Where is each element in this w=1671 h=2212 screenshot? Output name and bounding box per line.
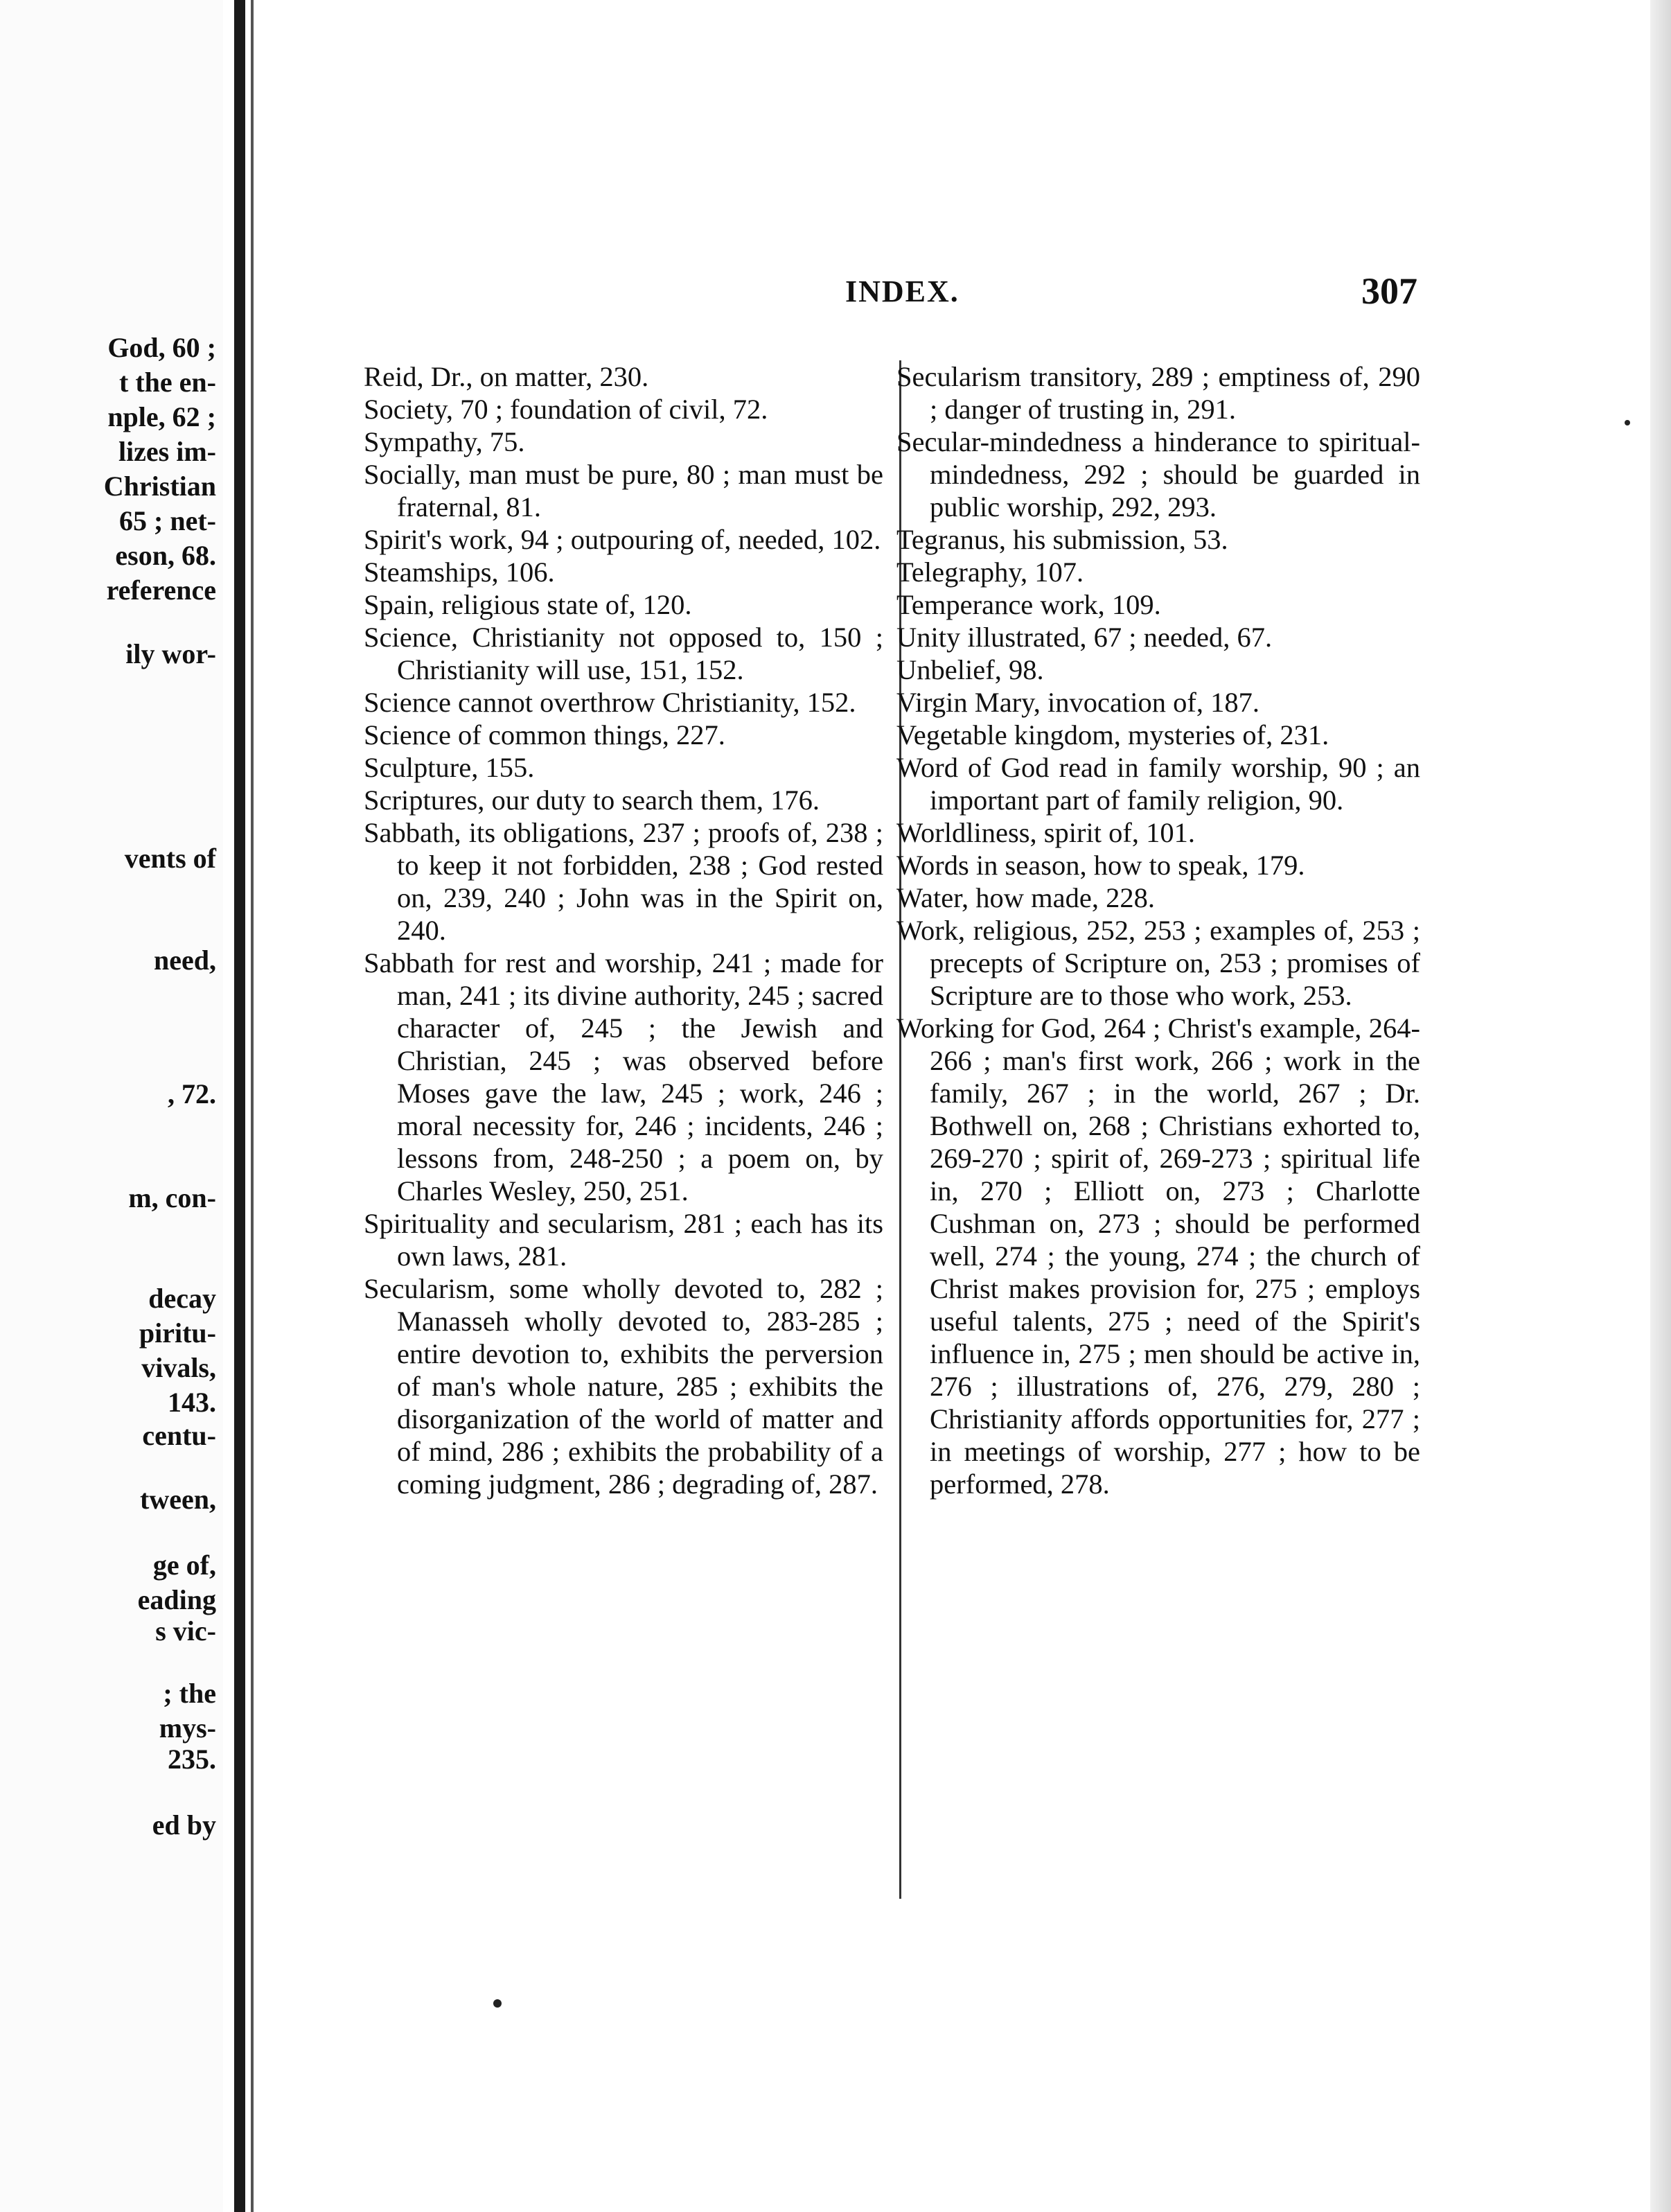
index-entry: Sympathy, 75. [364, 426, 525, 457]
page-edge-shadow [1650, 0, 1671, 2212]
facing-page-fragment: centu- [142, 1420, 216, 1451]
index-entry: Sabbath for rest and worship, 241 ; made for man, 241 ; its divine authority, 245 ; sacred character of, 245 ; the Jewish and Christian, 245 ; was observed before Moses gave the law, 245 ; work, 246 ; moral necessity for, 246 ; incidents, 246 ; lessons from, 248-250 ; a poem on, by Charles Wesley, 250, 251. [364, 947, 883, 1206]
index-entry: Science cannot overthrow Christianity, 152. [364, 687, 856, 718]
index-entry: Telegraphy, 107. [896, 556, 1084, 588]
print-speck [493, 1999, 502, 2008]
page-gutter-shadow [251, 0, 254, 2212]
index-column-right [894, 360, 1420, 1500]
index-entry: Words in season, how to speak, 179. [896, 850, 1305, 881]
index-entry: Steamships, 106. [364, 556, 555, 588]
index-entry: Spirituality and secularism, 281 ; each has its own laws, 281. [364, 1208, 883, 1272]
index-entry: Virgin Mary, invocation of, 187. [896, 687, 1259, 718]
index-entry: Tegranus, his submission, 53. [896, 524, 1228, 555]
index-entry: Science, Christianity not opposed to, 150 ; Christianity will use, 151, 152. [364, 622, 883, 685]
facing-page-fragment: 65 ; net- [119, 505, 216, 536]
facing-page-fragment: mys- [159, 1712, 216, 1744]
page-number: 307 [1361, 270, 1417, 312]
index-entry: Spirit's work, 94 ; outpouring of, needed, 102. [364, 524, 881, 555]
facing-page-fragment: piritu- [139, 1317, 216, 1349]
facing-page-fragment: decay [148, 1283, 216, 1314]
facing-page-fragment: , 72. [168, 1078, 216, 1109]
facing-page-fragment: vents of [124, 843, 216, 874]
facing-page-fragment: eading [137, 1584, 216, 1615]
index-entry: Unbelief, 98. [896, 654, 1044, 685]
index-entry: Secularism, some wholly devoted to, 282 ; Manasseh wholly devoted to, 283-285 ; entire devotion to, exhibits the perversion of man's whole nature, 285 ; exhibits the disorganization of the world of matter and of mind, 286 ; exhibits the probability of a coming judgment, 286 ; degrading of, 287. [364, 1273, 883, 1500]
facing-page-fragment: nple, 62 ; [107, 401, 216, 432]
facing-page-edge [0, 0, 223, 2212]
facing-page-fragment: ily wor- [125, 638, 216, 669]
index-entry: Work, religious, 252, 253 ; examples of, 253 ; precepts of Scripture on, 253 ; promises of Scripture are to those who work, 253. [896, 915, 1420, 1011]
facing-page-fragment: Christian [103, 471, 216, 502]
facing-page-fragment: God, 60 ; [107, 332, 216, 363]
index-entry: Secularism transitory, 289 ; emptiness of, 290 ; danger of trusting in, 291. [896, 361, 1420, 425]
facing-page-fragment: s vic- [155, 1615, 216, 1647]
index-entry: Sabbath, its obligations, 237 ; proofs of, 238 ; to keep it not forbidden, 238 ; God rested on, 239, 240 ; John was in the Spirit on, 240. [364, 817, 883, 946]
index-entry: Scriptures, our duty to search them, 176. [364, 784, 820, 816]
index-entry: Word of God read in family worship, 90 ; an important part of family religion, 90. [896, 752, 1420, 816]
facing-page-fragment: vivals, [141, 1352, 216, 1383]
index-column-left [364, 360, 883, 1500]
index-entry: Water, how made, 228. [896, 882, 1156, 913]
print-speck [1625, 420, 1630, 425]
facing-page-fragment: reference [106, 574, 216, 606]
index-entry: Science of common things, 227. [364, 719, 725, 750]
index-entry: Working for God, 264 ; Christ's example, 264-266 ; man's first work, 266 ; work in the family, 267 ; in the world, 267 ; Dr. Bothwell on, 268 ; Christians exhorted to, 269-270 ; spirit of, 269-273 ; spiritual life in, 270 ; Elliott on, 273 ; Charlotte Cushman on, 273 ; should be performed well, 274 ; the young, 274 ; the church of Christ makes provision for, 275 ; employs useful talents, 275 ; need of the Spirit's influence in, 275 ; men should be active in, 276 ; illustrations of, 276, 279, 280 ; Christianity affords opportunities for, 277 ; in meetings of worship, 277 ; how to be performed, 278. [896, 1012, 1420, 1500]
facing-page-fragment: eson, 68. [115, 540, 216, 571]
facing-page-fragment: ge of, [152, 1550, 216, 1581]
facing-page-fragment: lizes im- [118, 436, 216, 467]
index-entry: Worldliness, spirit of, 101. [896, 817, 1195, 848]
index-entry: Secular-mindedness a hinderance to spiritual-mindedness, 292 ; should be guarded in public worship, 292, 293. [896, 426, 1420, 523]
facing-page-fragment: m, con- [128, 1182, 216, 1213]
page-title: INDEX. [845, 274, 960, 308]
facing-page-fragment: t the en- [119, 367, 216, 398]
index-entry: Reid, Dr., on matter, 230. [364, 361, 649, 392]
index-entry: Vegetable kingdom, mysteries of, 231. [896, 719, 1329, 750]
facing-page-fragment: tween, [140, 1484, 216, 1515]
index-entry: Sculpture, 155. [364, 752, 535, 783]
index-entry: Society, 70 ; foundation of civil, 72. [364, 394, 768, 425]
index-entry: Temperance work, 109. [896, 589, 1161, 620]
facing-page-fragment: 235. [168, 1744, 216, 1775]
facing-page-fragment: 143. [168, 1387, 216, 1418]
facing-page-fragment: ; the [163, 1678, 216, 1709]
facing-page-fragment: ed by [152, 1809, 216, 1841]
facing-page-fragment: need, [154, 945, 216, 976]
running-header [0, 270, 1671, 322]
index-entry: Spain, religious state of, 120. [364, 589, 692, 620]
index-entry: Socially, man must be pure, 80 ; man must be fraternal, 81. [364, 459, 883, 523]
page-gutter [234, 0, 245, 2212]
index-entry: Unity illustrated, 67 ; needed, 67. [896, 622, 1273, 653]
